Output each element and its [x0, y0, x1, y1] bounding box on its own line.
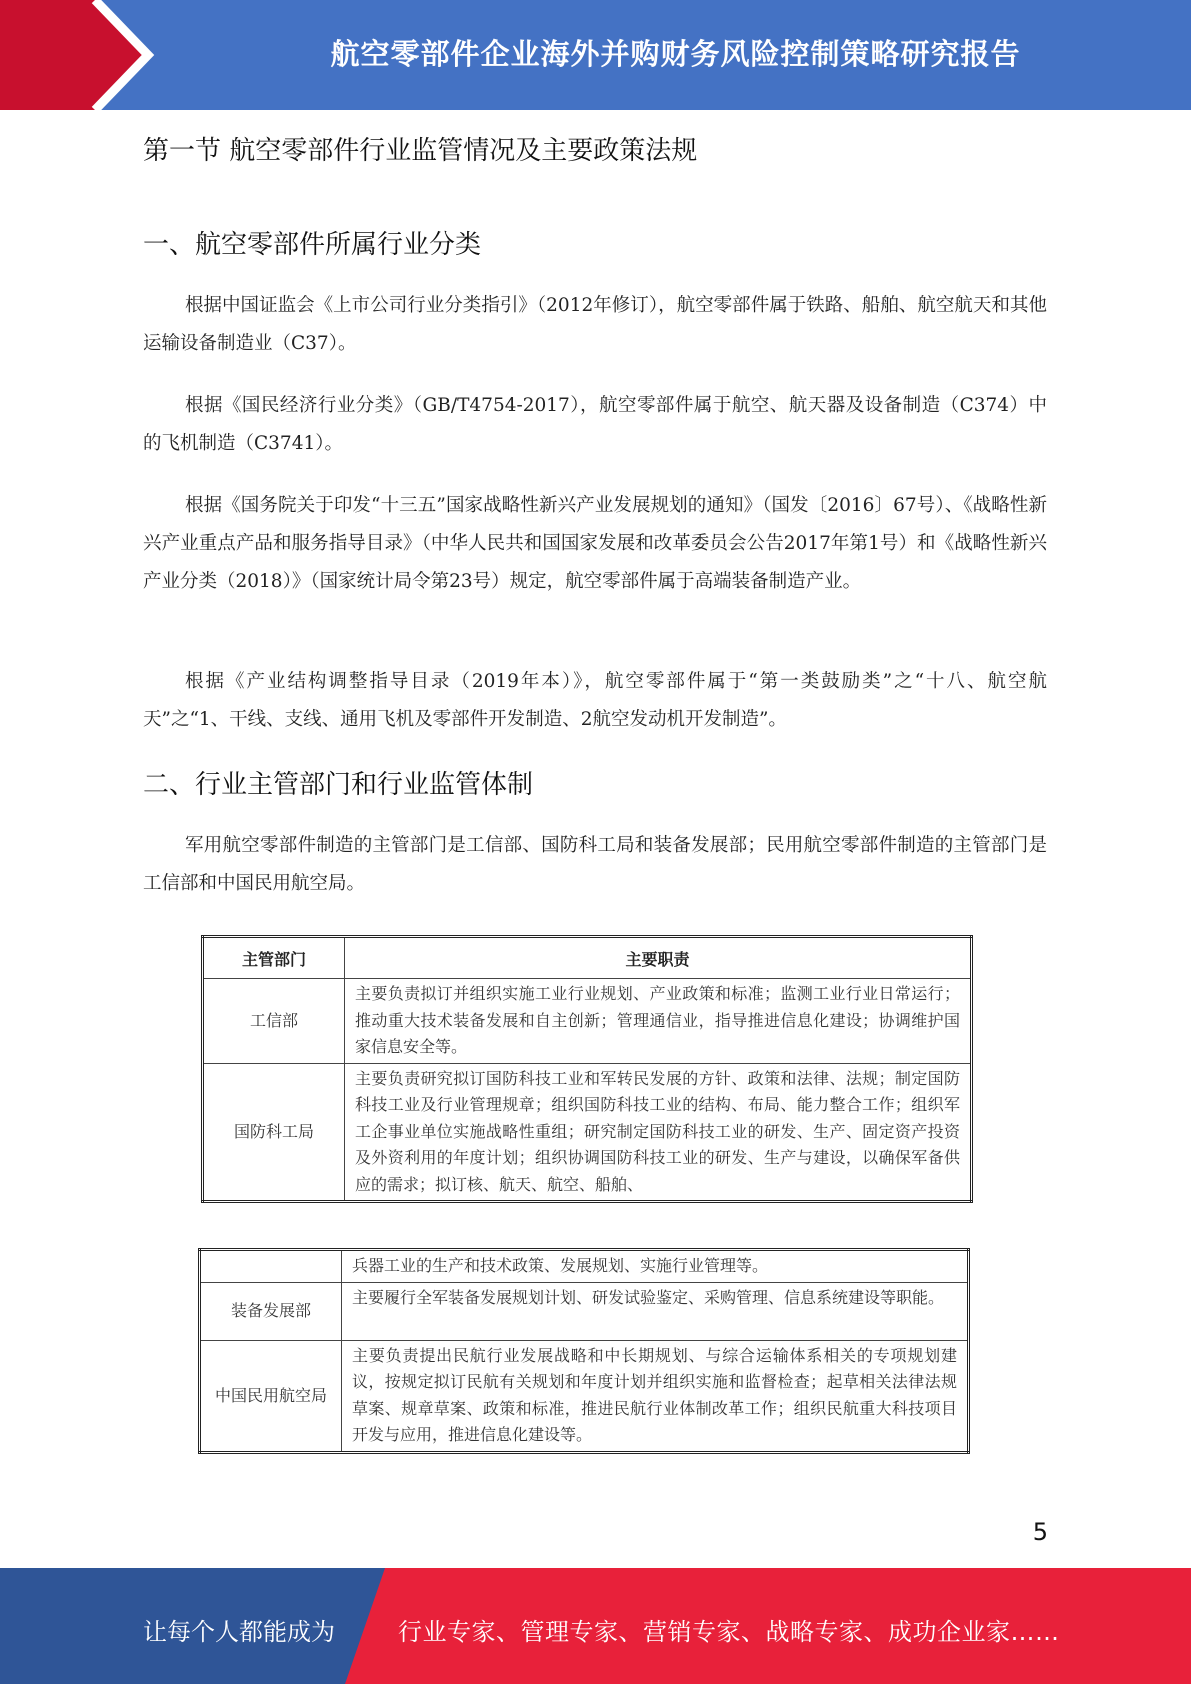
- column-header-duty: 主要职责: [345, 937, 972, 979]
- duty-cell: 主要负责提出民航行业发展战略和中长期规划、与综合运输体系相关的专项规划建议，按规定拟订民航有关规划和年度计划并组织实施和监督检查；起草相关法律法规草案、规章草案、政策和标准，推进民航行业体制改革工作；组织民航重大科技项目开发与应用，推进信息化建设等。: [342, 1340, 969, 1452]
- report-title: 航空零部件企业海外并购财务风险控制策略研究报告: [330, 36, 1021, 71]
- table-row: [200, 1340, 969, 1452]
- table-header-row: [203, 937, 972, 979]
- table-row: [203, 979, 972, 1064]
- paragraph: 军用航空零部件制造的主管部门是工信部、国防科工局和装备发展部；民用航空零部件制造的主管部门是工信部和中国民用航空局。: [143, 835, 1047, 894]
- duty-cell: 主要负责拟订并组织实施工业行业规划、产业政策和标准；监测工业行业日常运行；推动重大技术装备发展和自主创新；管理通信业，指导推进信息化建设；协调维护国家信息安全等。: [345, 979, 972, 1064]
- duty-cell: 主要履行全军装备发展规划计划、研发试验鉴定、采购管理、信息系统建设等职能。: [342, 1282, 969, 1340]
- paragraph: 根据《产业结构调整指导目录（2019年本）》，航空零部件属于“第一类鼓励类”之“十八、航空航天”之“1、干线、支线、通用飞机及零部件开发制造、2航空发动机开发制造”。: [143, 671, 1047, 730]
- heading-industry-classification: 一、航空零部件所属行业分类: [143, 230, 482, 260]
- header-bar: [0, 0, 1191, 110]
- page-number: 5: [1032, 1518, 1048, 1546]
- footer-slogan-right: 行业专家、管理专家、营销专家、战略专家、成功企业家……: [398, 1618, 1060, 1646]
- paragraph: 根据中国证监会《上市公司行业分类指引》（2012年修订），航空零部件属于铁路、船舶、航空航天和其他运输设备制造业（C37）。: [143, 295, 1047, 354]
- regulator-duties-table-continued: [198, 1248, 970, 1454]
- heading-regulatory-system: 二、行业主管部门和行业监管体制: [143, 770, 534, 800]
- dept-cell: [200, 1250, 342, 1283]
- duty-cell: 主要负责研究拟订国防科技工业和军转民发展的方针、政策和法律、法规；制定国防科技工业及行业管理规章；组织国防科技工业的结构、布局、能力整合工作；组织军工企事业单位实施战略性重组；研究制定国防科技工业的研发、生产、固定资产投资及外资利用的年度计划；组织协调国防科技工业的研发、生产与建设，以确保军备供应的需求；拟订核、航天、航空、船舶、: [345, 1063, 972, 1202]
- paragraph: 根据《国务院关于印发“十三五”国家战略性新兴产业发展规划的通知》（国发〔2016〕67号）、《战略性新兴产业重点产品和服务指导目录》（中华人民共和国国家发展和改革委员会公告2017年第1号）和《战略性新兴产业分类（2018）》（国家统计局令第23号）规定，航空零部件属于高端装备制造产业。: [143, 495, 1047, 592]
- dept-cell: 工信部: [203, 979, 345, 1064]
- table-row: [200, 1282, 969, 1340]
- footer-slogan-left: 让每个人都能成为: [143, 1618, 335, 1646]
- dept-cell: 中国民用航空局: [200, 1340, 342, 1452]
- table-row: [200, 1250, 969, 1283]
- regulator-duties-table: [201, 935, 973, 1203]
- column-header-dept: 主管部门: [203, 937, 345, 979]
- dept-cell: 装备发展部: [200, 1282, 342, 1340]
- paragraph: 根据《国民经济行业分类》（GB/T4754-2017），航空零部件属于航空、航天器及设备制造（C374）中的飞机制造（C3741）。: [143, 395, 1047, 454]
- duty-cell: 兵器工业的生产和技术政策、发展规划、实施行业管理等。: [342, 1250, 969, 1283]
- dept-cell: 国防科工局: [203, 1063, 345, 1202]
- section-title: 第一节 航空零部件行业监管情况及主要政策法规: [143, 136, 698, 166]
- table-row: [203, 1063, 972, 1202]
